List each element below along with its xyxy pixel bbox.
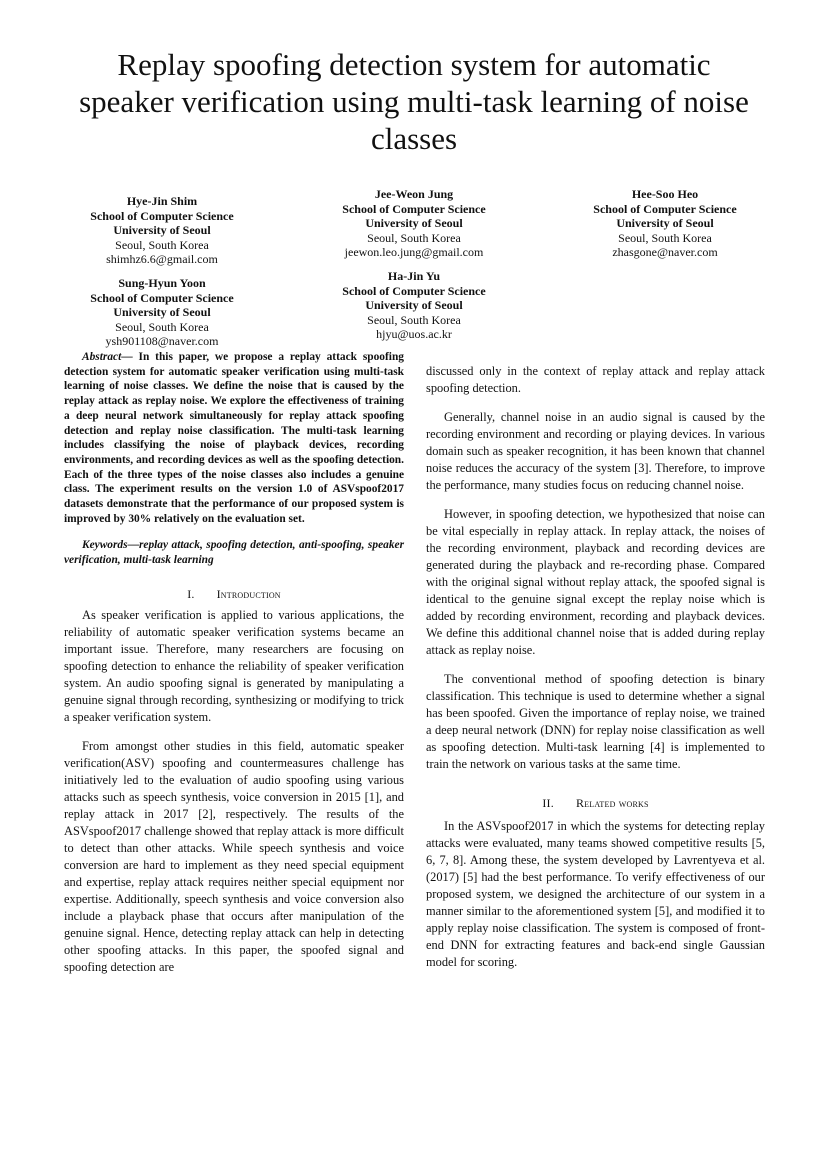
author-univ: University of Seoul: [365, 216, 463, 231]
abstract: [64, 350, 404, 526]
right-column: [426, 363, 765, 971]
author-block: [62, 276, 262, 349]
abstract-separator: —: [121, 351, 139, 363]
author-location: Seoul, South Korea: [618, 230, 712, 245]
section-heading-related-works: [426, 795, 765, 812]
author-email: shimhz6.6@gmail.com: [106, 252, 218, 267]
author-dept: School of Computer Science: [342, 283, 486, 298]
paragraph: In the ASVspoof2017 in which the systems for detecting replay attacks were evaluated, many teams showed competitive results [5, 6, 7, 8]. Among these, the system developed by Lavrentyeva et al. (2017) [5] had the best performance. To verify effectiveness of our proposed system, we designed the architecture of our system in a manner similar to the aforementioned system [5], and modified it to apply replay noise classification. The system is composed of front-end DNN for extracting features and back-end single Gaussian model for scoring.: [426, 819, 765, 969]
author-location: Seoul, South Korea: [115, 319, 209, 334]
author-name: Hee-Soo Heo: [631, 187, 699, 201]
author-univ: University of Seoul: [113, 305, 211, 320]
paper-title: Replay spoofing detection system for automatic speaker verification using multi-task learning of noise classes: [79, 47, 749, 156]
author-univ: University of Seoul: [365, 298, 463, 313]
author-dept: School of Computer Science: [90, 290, 234, 305]
author-dept: School of Computer Science: [593, 201, 737, 216]
paragraph-continuation: discussed only in the context of replay attack and replay attack spoofing detection.: [426, 364, 765, 395]
paragraph: As speaker verification is applied to various applications, the reliability of automatic speaker verification systems became an important issue. Therefore, many researchers are focusing on spoofing detection to enhance the reliability of speaker verification system. An audio spoofing signal is generated by manipulating a genuine signal through recording, synthesizing or modifying to trick a speaker verification system.: [64, 607, 404, 724]
author-location: Seoul, South Korea: [115, 237, 209, 252]
author-email: zhasgone@naver.com: [612, 245, 718, 260]
keywords: Keywords—replay attack, spoofing detection, anti-spoofing, speaker verification, multi-task learning: [64, 539, 404, 567]
author-dept: School of Computer Science: [90, 208, 234, 223]
author-univ: University of Seoul: [616, 216, 714, 231]
author-block: [565, 187, 765, 260]
author-block: [314, 187, 514, 260]
author-dept: School of Computer Science: [342, 201, 486, 216]
author-email: jeewon.leo.jung@gmail.com: [344, 245, 484, 260]
section-title: Introduction: [216, 586, 281, 601]
author-name: Jee-Weon Jung: [374, 187, 454, 201]
author-email: ysh901108@naver.com: [105, 334, 219, 349]
abstract-label: Abstract: [82, 351, 122, 363]
paragraph: From amongst other studies in this field, automatic speaker verification(ASV) spoofing and countermeasures challenge has initiatively led to the evaluation of audio spoofing using various attacks such as speech synthesis, voice conversion in 2015 [1], and replay attack in 2017 [2], respectively. The results of the ASVspoof2017 challenge showed that replay attack is more difficult to detect than other attacks. While speech synthesis and voice conversion are hard to implement as they need special equipment and expertise, replay attack requires neither special equipment nor expertise. Additionally, speech synthesis and voice conversion also include a playback phase that occurs after manipulation of the genuine signal. Hence, detecting replay attack can help in detecting other spoofing attacks. In this paper, the spoofed signal and spoofing detection are: [64, 738, 404, 974]
section-heading-introduction: [64, 586, 404, 603]
author-location: Seoul, South Korea: [367, 230, 461, 245]
section-number: I.: [187, 586, 195, 601]
author-block: [62, 194, 262, 267]
abstract-text: In this paper, we propose a replay attack spoofing detection system for automatic speaker verification using multi-task learning of noise classes. We define the noise that is caused by the replay attack as replay noise. We explore the effectiveness of training a deep neural network simultaneously for replay attack spoofing detection and replay noise classification. The multi-task learning includes classifying the noise of playback devices, recording environments, and recording devices as well as the spoofing detection. Each of the three types of the noise classes also includes a genuine class. The experiment results on the version 1.0 of ASVspoof2017 datasets demonstrate that the performance of our proposed system is improved by 30% relatively on the evaluation set.: [64, 351, 404, 525]
author-email: hjyu@uos.ac.kr: [376, 327, 452, 342]
paragraph: Generally, channel noise in an audio signal is caused by the recording environment and recording or playing devices. In various domain such as speaker recognition, it has been known that channel noise reduces the accuracy of the system [3]. Therefore, to improve the performance, many studies focus on reducing channel noise.: [426, 410, 765, 492]
author-univ: University of Seoul: [113, 223, 211, 238]
author-name: Ha-Jin Yu: [387, 269, 441, 283]
paragraph: However, in spoofing detection, we hypothesized that noise can be vital especially in replay attack. In replay attack, the noises of the recording environment, playback and recording devices are generated during the playback and re-recording phase. Compared with the original signal without replay attack, the spoofed signal is identical to the genuine signal except the replay noise which is added by recording environment, recording and playback devices. We define this additional channel noise that is added during replay attack as replay noise.: [426, 507, 765, 657]
left-column: [64, 350, 404, 976]
author-block: [314, 269, 514, 342]
section-title: Related works: [575, 796, 649, 810]
section-number: II.: [542, 796, 554, 810]
author-location: Seoul, South Korea: [367, 312, 461, 327]
author-name: Sung-Hyun Yoon: [118, 276, 206, 290]
paragraph: The conventional method of spoofing detection is binary classification. This technique is used to determine whether a signal has been spoofed. Given the importance of replay noise, we trained a deep neural network (DNN) for replay noise classification as well as spoofing detection. Multi-task learning [4] is implemented to train the network on various tasks at the same time.: [426, 672, 765, 771]
author-name: Hye-Jin Shim: [126, 194, 198, 208]
